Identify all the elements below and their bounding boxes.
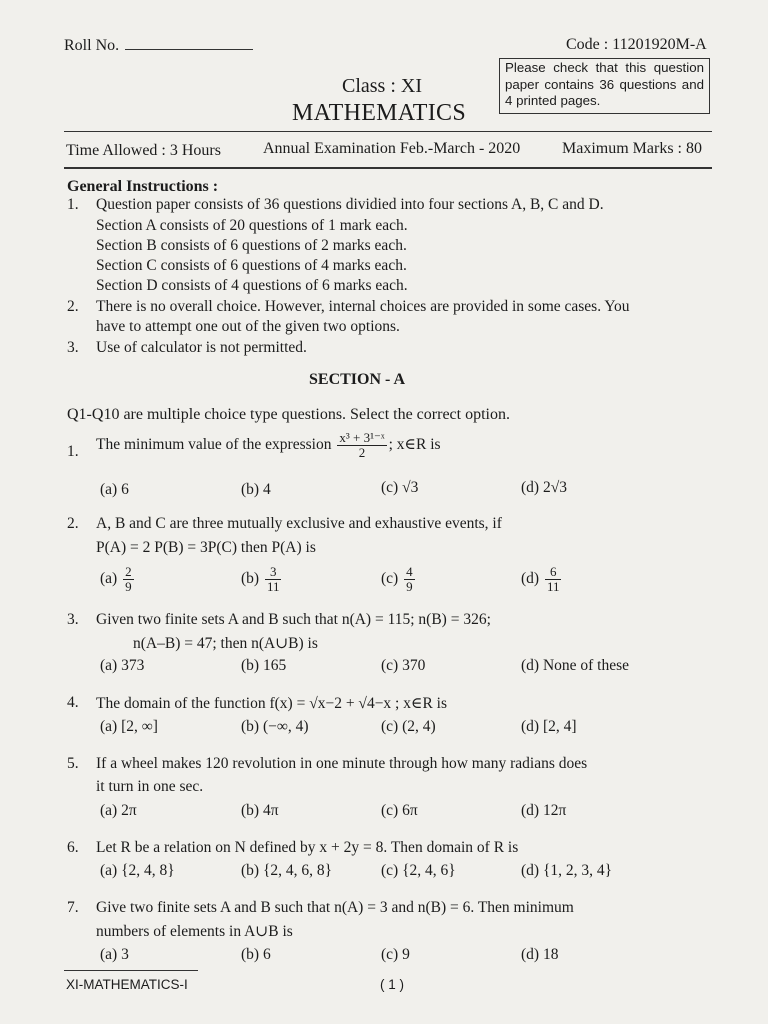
option-a [100,565,136,594]
footer-subject-code: XI-MATHEMATICS-I [66,977,188,992]
paper-code: Code : 11201920M-A [566,36,707,53]
option-d: (d) 2√3 [521,479,567,496]
roll-label: Roll No. [64,37,120,54]
option-a: (a) 6 [100,481,129,498]
instruction-number: 1. [67,196,79,213]
option-c: (c) 370 [381,657,426,674]
option-a: (a) 2π [100,802,137,819]
option-b: (b) (−∞, 4) [241,718,309,735]
option-d: (d) 12π [521,802,567,819]
instruction-number: 2. [67,298,79,315]
question-number: 3. [67,611,79,628]
option-d: (d) 18 [521,946,559,963]
option-c: (c) 6π [381,802,418,819]
option-label: (c) [381,570,399,588]
question-text: The minimum value of the expression [96,436,332,454]
question-1-text [96,431,441,460]
option-fraction [123,565,134,594]
fraction-numerator: x³ + 3¹⁻ˣ [339,430,385,445]
question-number: 1. [67,443,79,460]
subject-title: MATHEMATICS [292,100,466,126]
option-a: (a) 373 [100,657,145,674]
question-text: The domain of the function f(x) = √x−2 + √4−x ; x∈R is [96,695,448,712]
question-text: Let R be a relation on N defined by x + 2y = 8. Then domain of R is [96,839,519,856]
instruction-line: have to attempt one out of the given two options. [96,318,400,335]
question-number: 2. [67,515,79,532]
option-d: (d) None of these [521,657,630,674]
option-b: (b) {2, 4, 6, 8} [241,862,333,879]
option-label: (d) [521,570,540,588]
instruction-line: Section C consists of 6 questions of 4 marks each. [96,257,407,274]
fraction-denominator: 9 [125,579,132,594]
option-label: (a) [100,570,118,588]
question-number: 4. [67,694,79,711]
option-b: (b) 4 [241,481,271,498]
instruction-line: Section D consists of 4 questions of 6 marks each. [96,277,408,294]
option-d: (d) [2, 4] [521,718,577,735]
option-b [241,565,283,594]
option-c: (c) {2, 4, 6} [381,862,456,879]
option-c: (c) 9 [381,946,410,963]
instruction-line: Section B consists of 6 questions of 2 marks each. [96,237,407,254]
instruction-line: Section A consists of 20 questions of 1 mark each. [96,217,408,234]
option-c [381,565,417,594]
question-text: Given two finite sets A and B such that n(A) = 115; n(B) = 326; [96,611,491,628]
roll-blank-line [125,36,253,50]
question-text: n(A–B) = 47; then n(A∪B) is [133,635,318,652]
option-fraction [545,565,562,594]
header-divider-bottom [64,167,712,169]
fraction-denominator: 11 [546,579,560,594]
fraction-numerator: 6 [545,565,562,580]
question-text: numbers of elements in A∪B is [96,923,293,940]
fraction-numerator: 2 [125,564,132,579]
fraction-denominator: 11 [266,579,280,594]
question-text: it turn in one sec. [96,778,204,795]
question-text: If a wheel makes 120 revolution in one minute through how many radians does [96,755,588,772]
option-a: (a) [2, ∞] [100,718,158,735]
option-fraction [404,565,415,594]
exam-name: Annual Examination Feb.-March - 2020 [263,140,521,157]
option-a: (a) {2, 4, 8} [100,862,175,879]
question-text: A, B and C are three mutually exclusive and exhaustive events, if [96,515,502,532]
instruction-line: Use of calculator is not permitted. [96,339,307,356]
question-text-suffix: ; x∈R is [388,436,441,454]
section-a-title: SECTION - A [309,371,406,388]
instruction-line: There is no overall choice. However, internal choices are provided in some cases. You [96,298,630,315]
instruction-number: 3. [67,339,79,356]
option-a: (a) 3 [100,946,129,963]
question-number: 7. [67,899,79,916]
option-c: (c) √3 [381,479,419,496]
footer-divider [64,970,198,971]
fraction-numerator: 4 [406,564,413,579]
option-b: (b) 165 [241,657,287,674]
option-fraction [265,565,282,594]
question-number: 6. [67,839,79,856]
question-text: P(A) = 2 P(B) = 3P(C) then P(A) is [96,539,316,556]
question-text: Give two finite sets A and B such that n(A) = 3 and n(B) = 6. Then minimum [96,899,574,916]
fraction-denominator: 2 [358,445,366,460]
expression-fraction [337,431,386,460]
option-b: (b) 6 [241,946,271,963]
fraction-denominator: 9 [406,579,413,594]
question-number: 5. [67,755,79,772]
instruction-line: Question paper consists of 36 questions dividied into four sections A, B, C and D. [96,196,604,213]
page-count-notice: Please check that this question paper contains 36 questions and 4 printed pages. [499,58,710,114]
option-d: (d) {1, 2, 3, 4} [521,862,613,879]
time-allowed: Time Allowed : 3 Hours [66,142,221,159]
page-number: ( 1 ) [380,977,405,992]
section-intro: Q1-Q10 are multiple choice type questions. Select the correct option. [67,406,510,423]
class-title: Class : XI [342,75,422,97]
maximum-marks: Maximum Marks : 80 [562,140,702,157]
general-instructions-title: General Instructions : [67,178,219,195]
option-d [521,565,563,594]
header-divider-top [64,131,712,132]
fraction-numerator: 3 [265,565,282,580]
option-c: (c) (2, 4) [381,718,436,735]
option-b: (b) 4π [241,802,279,819]
roll-number-field [64,36,253,55]
option-label: (b) [241,570,260,588]
